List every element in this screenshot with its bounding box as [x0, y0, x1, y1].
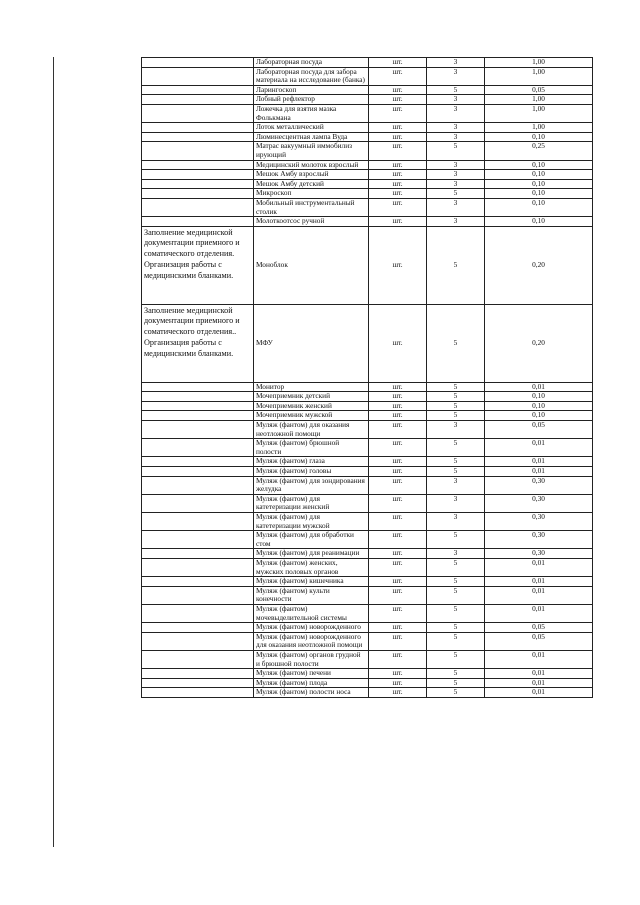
table-row — [142, 476, 593, 494]
table-row — [142, 632, 593, 650]
section-cell — [142, 531, 254, 549]
value-cell: 0,01 — [485, 577, 593, 587]
value-cell: 0,01 — [485, 650, 593, 668]
table-row — [142, 678, 593, 688]
section-cell — [142, 421, 254, 439]
section-cell — [142, 669, 254, 679]
quantity-cell: 5 — [427, 392, 485, 402]
unit-cell: шт. — [369, 439, 427, 457]
item-name-cell: Мочеприемник женский — [254, 401, 369, 411]
value-cell: 0,01 — [485, 457, 593, 467]
unit-cell: шт. — [369, 142, 427, 160]
quantity-cell: 3 — [427, 104, 485, 122]
quantity-cell: 3 — [427, 494, 485, 512]
item-name-cell: Муляж (фантом) новорожденного для оказания неотложной помощи — [254, 632, 369, 650]
section-cell — [142, 439, 254, 457]
quantity-cell: 5 — [427, 226, 485, 304]
value-cell: 0,10 — [485, 392, 593, 402]
table-row — [142, 577, 593, 587]
value-cell: 0,05 — [485, 421, 593, 439]
item-name-cell: Муляж (фантом) полости носа — [254, 688, 369, 698]
item-name-cell: Муляж (фантом) для обработки стом — [254, 531, 369, 549]
value-cell: 0,30 — [485, 549, 593, 559]
quantity-cell: 3 — [427, 67, 485, 85]
item-name-cell: Лабораторная посуда для забора материала на исследование (банка) — [254, 67, 369, 85]
quantity-cell: 5 — [427, 650, 485, 668]
table-row — [142, 170, 593, 180]
table-row — [142, 85, 593, 95]
table-row — [142, 457, 593, 467]
value-cell: 1,00 — [485, 58, 593, 68]
table-row — [142, 604, 593, 622]
section-cell — [142, 58, 254, 68]
table-row — [142, 669, 593, 679]
item-name-cell: Муляж (фантом) для зондирования желудка — [254, 476, 369, 494]
value-cell: 0,05 — [485, 632, 593, 650]
section-cell — [142, 179, 254, 189]
table-row — [142, 439, 593, 457]
quantity-cell: 5 — [427, 439, 485, 457]
table-row — [142, 382, 593, 392]
unit-cell: шт. — [369, 160, 427, 170]
table-row — [142, 217, 593, 227]
quantity-cell: 3 — [427, 549, 485, 559]
section-cell — [142, 67, 254, 85]
item-name-cell: Муляж (фантом) плода — [254, 678, 369, 688]
table-row — [142, 650, 593, 668]
section-cell — [142, 132, 254, 142]
page-margin-rule — [53, 57, 54, 847]
table-row — [142, 179, 593, 189]
value-cell: 0,01 — [485, 669, 593, 679]
quantity-cell: 3 — [427, 179, 485, 189]
item-name-cell: Муляж (фантом) для реанимации — [254, 549, 369, 559]
section-cell — [142, 382, 254, 392]
value-cell: 0,05 — [485, 85, 593, 95]
section-cell — [142, 142, 254, 160]
table-row — [142, 494, 593, 512]
item-name-cell: Муляж (фантом) глаза — [254, 457, 369, 467]
section-cell — [142, 623, 254, 633]
unit-cell: шт. — [369, 421, 427, 439]
value-cell: 0,01 — [485, 382, 593, 392]
quantity-cell: 5 — [427, 623, 485, 633]
value-cell: 0,20 — [485, 304, 593, 382]
unit-cell: шт. — [369, 632, 427, 650]
unit-cell: шт. — [369, 558, 427, 576]
item-name-cell: Мочеприемник мужской — [254, 411, 369, 421]
table-row — [142, 558, 593, 576]
quantity-cell: 3 — [427, 170, 485, 180]
section-row — [142, 304, 593, 382]
section-cell — [142, 401, 254, 411]
item-name-cell: Ларингоскоп — [254, 85, 369, 95]
value-cell: 0,10 — [485, 411, 593, 421]
unit-cell: шт. — [369, 688, 427, 698]
section-cell — [142, 632, 254, 650]
item-name-cell: Лабораторная посуда — [254, 58, 369, 68]
table-row — [142, 688, 593, 698]
section-cell — [142, 392, 254, 402]
section-row — [142, 226, 593, 304]
quantity-cell: 3 — [427, 123, 485, 133]
item-name-cell: Молоткоотсос ручной — [254, 217, 369, 227]
value-cell: 0,01 — [485, 467, 593, 477]
item-name-cell: Муляж (фантом) печени — [254, 669, 369, 679]
value-cell: 0,10 — [485, 217, 593, 227]
value-cell: 0,30 — [485, 476, 593, 494]
unit-cell: шт. — [369, 189, 427, 199]
value-cell: 0,01 — [485, 558, 593, 576]
value-cell: 0,05 — [485, 623, 593, 633]
table-row — [142, 123, 593, 133]
item-name-cell: Люминесцентная лампа Вуда — [254, 132, 369, 142]
unit-cell: шт. — [369, 401, 427, 411]
quantity-cell: 5 — [427, 586, 485, 604]
quantity-cell: 3 — [427, 160, 485, 170]
section-cell — [142, 198, 254, 216]
section-cell — [142, 604, 254, 622]
table-row — [142, 198, 593, 216]
unit-cell: шт. — [369, 392, 427, 402]
section-cell — [142, 104, 254, 122]
quantity-cell: 5 — [427, 604, 485, 622]
value-cell: 0,10 — [485, 401, 593, 411]
value-cell: 0,20 — [485, 226, 593, 304]
table-row — [142, 392, 593, 402]
quantity-cell: 3 — [427, 58, 485, 68]
quantity-cell: 5 — [427, 688, 485, 698]
item-name-cell: Муляж (фантом) женских, мужских половых органов — [254, 558, 369, 576]
unit-cell: шт. — [369, 217, 427, 227]
unit-cell: шт. — [369, 226, 427, 304]
quantity-cell: 5 — [427, 382, 485, 392]
unit-cell: шт. — [369, 577, 427, 587]
unit-cell: шт. — [369, 494, 427, 512]
section-cell — [142, 467, 254, 477]
section-cell — [142, 85, 254, 95]
unit-cell: шт. — [369, 669, 427, 679]
quantity-cell: 3 — [427, 95, 485, 105]
value-cell: 1,00 — [485, 67, 593, 85]
quantity-cell: 5 — [427, 558, 485, 576]
table-row — [142, 189, 593, 199]
quantity-cell: 3 — [427, 476, 485, 494]
quantity-cell: 5 — [427, 411, 485, 421]
quantity-cell: 5 — [427, 457, 485, 467]
section-cell — [142, 577, 254, 587]
value-cell: 0,25 — [485, 142, 593, 160]
item-name-cell: Лоток металлический — [254, 123, 369, 133]
item-name-cell: Муляж (фантом) для катетеризации мужской — [254, 513, 369, 531]
section-cell — [142, 170, 254, 180]
section-cell — [142, 650, 254, 668]
table-row — [142, 132, 593, 142]
table-row — [142, 142, 593, 160]
section-cell — [142, 494, 254, 512]
value-cell: 0,10 — [485, 198, 593, 216]
quantity-cell: 5 — [427, 85, 485, 95]
item-name-cell: Муляж (фантом) культи конечности — [254, 586, 369, 604]
quantity-cell: 5 — [427, 632, 485, 650]
quantity-cell: 5 — [427, 304, 485, 382]
unit-cell: шт. — [369, 85, 427, 95]
section-cell — [142, 217, 254, 227]
unit-cell: шт. — [369, 678, 427, 688]
section-cell — [142, 513, 254, 531]
unit-cell: шт. — [369, 623, 427, 633]
equipment-table-body — [142, 58, 593, 698]
unit-cell: шт. — [369, 549, 427, 559]
value-cell: 0,01 — [485, 439, 593, 457]
quantity-cell: 5 — [427, 678, 485, 688]
section-cell — [142, 457, 254, 467]
unit-cell: шт. — [369, 304, 427, 382]
item-name-cell: Мочеприемник детский — [254, 392, 369, 402]
unit-cell: шт. — [369, 457, 427, 467]
unit-cell: шт. — [369, 170, 427, 180]
quantity-cell: 3 — [427, 217, 485, 227]
table-row — [142, 58, 593, 68]
section-cell — [142, 558, 254, 576]
quantity-cell: 5 — [427, 189, 485, 199]
section-cell — [142, 160, 254, 170]
item-name-cell: Муляж (фантом) органов грудной и брюшной полости — [254, 650, 369, 668]
item-name-cell: Муляж (фантом) головы — [254, 467, 369, 477]
value-cell: 0,01 — [485, 688, 593, 698]
value-cell: 0,10 — [485, 189, 593, 199]
table-row — [142, 549, 593, 559]
unit-cell: шт. — [369, 382, 427, 392]
item-name-cell: Моноблок — [254, 226, 369, 304]
unit-cell: шт. — [369, 650, 427, 668]
unit-cell: шт. — [369, 586, 427, 604]
item-name-cell: Мешок Амбу детский — [254, 179, 369, 189]
table-row — [142, 411, 593, 421]
quantity-cell: 3 — [427, 132, 485, 142]
table-row — [142, 467, 593, 477]
item-name-cell: Монитор — [254, 382, 369, 392]
unit-cell: шт. — [369, 411, 427, 421]
unit-cell: шт. — [369, 123, 427, 133]
table-row — [142, 586, 593, 604]
table-row — [142, 401, 593, 411]
quantity-cell: 5 — [427, 577, 485, 587]
section-cell — [142, 123, 254, 133]
item-name-cell: Муляж (фантом) брюшной полости — [254, 439, 369, 457]
unit-cell: шт. — [369, 467, 427, 477]
quantity-cell: 3 — [427, 421, 485, 439]
unit-cell: шт. — [369, 104, 427, 122]
section-title-cell: Заполнение медицинской документации приемного и соматического отделения.. Организация работы с медицинскими бланками. — [142, 304, 254, 382]
unit-cell: шт. — [369, 132, 427, 142]
unit-cell: шт. — [369, 179, 427, 189]
value-cell: 1,00 — [485, 104, 593, 122]
section-cell — [142, 586, 254, 604]
item-name-cell: Микроскоп — [254, 189, 369, 199]
section-cell — [142, 549, 254, 559]
section-cell — [142, 95, 254, 105]
unit-cell: шт. — [369, 531, 427, 549]
unit-cell: шт. — [369, 67, 427, 85]
item-name-cell: Муляж (фантом) новорожденного — [254, 623, 369, 633]
value-cell: 0,01 — [485, 586, 593, 604]
section-cell — [142, 411, 254, 421]
item-name-cell: Ложечка для взятия мазка Фолькмана — [254, 104, 369, 122]
quantity-cell: 5 — [427, 467, 485, 477]
section-cell — [142, 678, 254, 688]
quantity-cell: 5 — [427, 531, 485, 549]
table-row — [142, 623, 593, 633]
item-name-cell: Муляж (фантом) для оказания неотложной помощи — [254, 421, 369, 439]
unit-cell: шт. — [369, 58, 427, 68]
item-name-cell: Мобильный инструментальный столик — [254, 198, 369, 216]
section-cell — [142, 476, 254, 494]
value-cell: 0,30 — [485, 531, 593, 549]
section-title-cell: Заполнение медицинской документации приемного и соматического отделения. Организация работы с медицинскими бланками. — [142, 226, 254, 304]
table-row — [142, 95, 593, 105]
value-cell: 0,10 — [485, 179, 593, 189]
unit-cell: шт. — [369, 513, 427, 531]
value-cell: 0,10 — [485, 132, 593, 142]
table-row — [142, 160, 593, 170]
item-name-cell: Муляж (фантом) для катетеризации женский — [254, 494, 369, 512]
value-cell: 0,01 — [485, 678, 593, 688]
item-name-cell: Матрас вакуумный иммобилиз ирующий — [254, 142, 369, 160]
value-cell: 0,30 — [485, 494, 593, 512]
value-cell: 1,00 — [485, 95, 593, 105]
item-name-cell: Лобный рефлектор — [254, 95, 369, 105]
value-cell: 0,01 — [485, 604, 593, 622]
quantity-cell: 3 — [427, 198, 485, 216]
value-cell: 0,10 — [485, 160, 593, 170]
value-cell: 0,10 — [485, 170, 593, 180]
table-row — [142, 513, 593, 531]
unit-cell: шт. — [369, 604, 427, 622]
section-cell — [142, 688, 254, 698]
unit-cell: шт. — [369, 198, 427, 216]
quantity-cell: 5 — [427, 142, 485, 160]
table-row — [142, 67, 593, 85]
equipment-table — [141, 57, 593, 698]
table-row — [142, 421, 593, 439]
quantity-cell: 5 — [427, 669, 485, 679]
table-row — [142, 104, 593, 122]
unit-cell: шт. — [369, 95, 427, 105]
unit-cell: шт. — [369, 476, 427, 494]
value-cell: 1,00 — [485, 123, 593, 133]
quantity-cell: 3 — [427, 513, 485, 531]
item-name-cell: Муляж (фантом) кишечника — [254, 577, 369, 587]
item-name-cell: МФУ — [254, 304, 369, 382]
item-name-cell: Медицинский молоток взрослый — [254, 160, 369, 170]
item-name-cell: Мешок Амбу взрослый — [254, 170, 369, 180]
section-cell — [142, 189, 254, 199]
item-name-cell: Муляж (фантом) мочевыделительной системы — [254, 604, 369, 622]
quantity-cell: 5 — [427, 401, 485, 411]
value-cell: 0,30 — [485, 513, 593, 531]
table-row — [142, 531, 593, 549]
